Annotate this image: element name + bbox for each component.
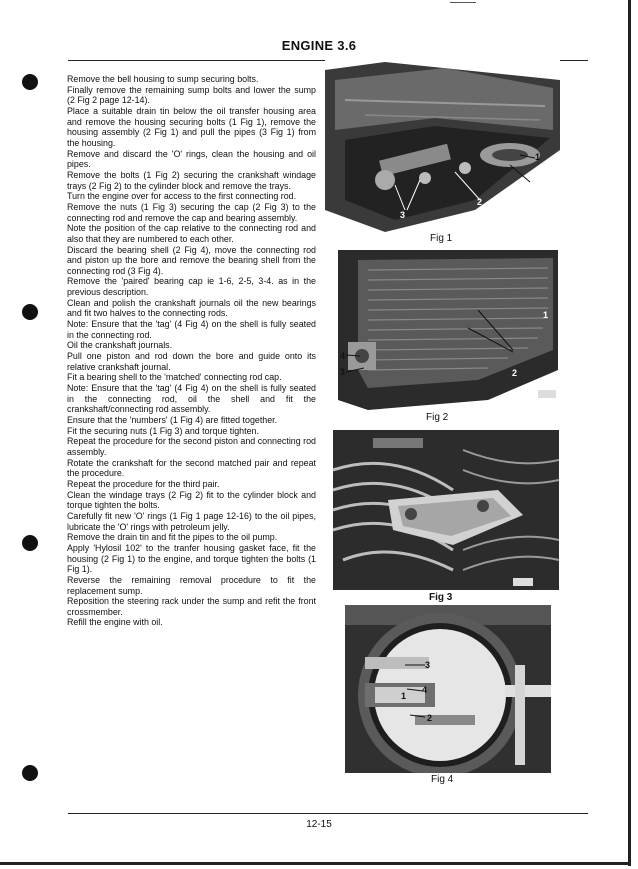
figure-caption: Fig 4 [431,774,454,785]
binder-hole [22,74,38,90]
callout-label: 1 [401,691,407,701]
page-number: 12-15 [306,819,332,830]
instruction-paragraph: Fit the securing nuts (1 Fig 3) and torque tighten. [67,425,259,436]
instruction-paragraph: Note: Ensure that the 'tag' (4 Fig 4) on the shell is fully seated in the connecting rod. [67,319,316,340]
figure-4-photo [345,605,551,773]
figure-4 [345,605,553,785]
instruction-paragraph: Repeat the procedure for the second piston and connecting rod assembly. [67,436,316,457]
figure-caption: Fig 1 [430,233,453,244]
callout-label: 3 [425,660,431,670]
page-border-bottom [0,862,631,865]
binder-hole [22,304,38,320]
figure-2 [338,250,560,425]
figure-caption: Fig 2 [426,412,449,423]
figure-3-photo [333,430,559,590]
instruction-paragraph: Ensure that the 'numbers' (1 Fig 4) are fitted together. [67,415,278,425]
instruction-paragraph: Clean the windage trays (2 Fig 2) fit to the cylinder block and torque tighten the bolts. [67,489,316,511]
callout-label: 3 [400,210,406,220]
binder-hole [22,535,38,551]
callout-label: 3 [340,367,346,377]
instruction-paragraph: Finally remove the remaining sump bolts and lower the sump (2 Fig 2 page 12-14). [67,84,316,106]
figure-3 [333,430,561,605]
callout-label: 1 [535,152,541,162]
instruction-paragraph: Rotate the crankshaft for the second matched pair and repeat the procedure. [67,457,316,479]
instruction-paragraph: Discard the bearing shell (2 Fig 4), move the connecting rod and piston up the bore and remove the bearing shell from the connecting rod (3 Fig 4). [67,244,316,276]
instruction-paragraph: Oil the crankshaft journals. [67,340,173,351]
binder-hole [22,765,38,781]
instruction-paragraph: Remove the bolts (1 Fig 2) securing the crankshaft windage trays (2 Fig 2) to the cylinder block and remove the trays. [67,169,316,191]
callout-label: 2 [477,197,483,207]
instruction-text [67,74,316,628]
instruction-paragraph: Refill the engine with oil. [67,617,163,628]
instruction-paragraph: Remove the 'paired' bearing cap ie 1-6, 2-5, 3-4. as in the previous description. [67,276,316,298]
instruction-paragraph: Remove and discard the 'O' rings, clean the housing and oil pipes. [67,148,316,170]
figure-1-photo [325,60,560,232]
instruction-paragraph: Note the position of the cap relative to the connecting rod and also that they are numbered to each other. [67,223,316,244]
instruction-paragraph: Clean and polish the crankshaft journals oil the new bearings and fit two halves to the connecting rods. [67,297,316,319]
instruction-paragraph: Carefully fit new 'O' rings (1 Fig 1 page 12-16) to the oil pipes, lubricate the 'O' rings with petroleum jelly. [67,510,316,532]
instruction-paragraph: Fit a bearing shell to the 'matched' connecting rod cap. [67,372,282,383]
instruction-paragraph: Turn the engine over for access to the first connecting rod. [67,191,297,202]
footer-rule [68,813,588,814]
instruction-paragraph: Remove the drain tin and fit the pipes to the oil pump. [67,532,278,543]
instruction-paragraph: Repeat the procedure for the third pair. [67,478,220,489]
instruction-paragraph: Place a suitable drain tin below the oil transfer housing area and remove the housing securing bolts (1 Fig 1), remove the housing assembly (2 Fig 1) and pull the pipes (3 Fig 1) from the housing. [67,105,316,148]
figure-caption: Fig 3 [429,592,453,603]
callout-label: 2 [427,713,433,723]
top-edge-mark [450,2,476,3]
instruction-paragraph: Reposition the steering rack under the sump and refit the front crossmember. [67,596,316,617]
callout-label: 2 [512,368,518,378]
page-title: ENGINE 3.6 [281,38,357,53]
page-border-right [628,0,631,866]
callout-label: 1 [543,310,549,320]
figure-2-photo [338,250,558,410]
callout-label: 4 [340,351,346,361]
instruction-paragraph: Apply 'Hylosil 102' to the tranfer housing gasket face, fit the housing (2 Fig 1) to the engine, and torque tighten the bolts (1 Fig 1). [67,542,316,575]
instruction-paragraph: Pull one piston and rod down the bore and guide onto its relative crankshaft journal. [67,351,316,372]
figure-1 [325,60,560,250]
callout-label: 5 [530,180,536,190]
instruction-paragraph: Remove the bell housing to sump securing bolts. [67,74,259,84]
instruction-paragraph: Remove the nuts (1 Fig 3) securing the cap (2 Fig 3) to the connecting rod and remove the cap and bearing assembly. [67,201,316,223]
callout-label: 4 [422,685,428,695]
instruction-paragraph: Reverse the remaining removal procedure to fit the replacement sump. [67,574,316,596]
instruction-paragraph: Note: Ensure that the 'tag' (4 Fig 4) on the shell is fully seated in the connecting rod, oil the shell and fit the crankshaft/connecting rod assembly. [67,383,316,415]
